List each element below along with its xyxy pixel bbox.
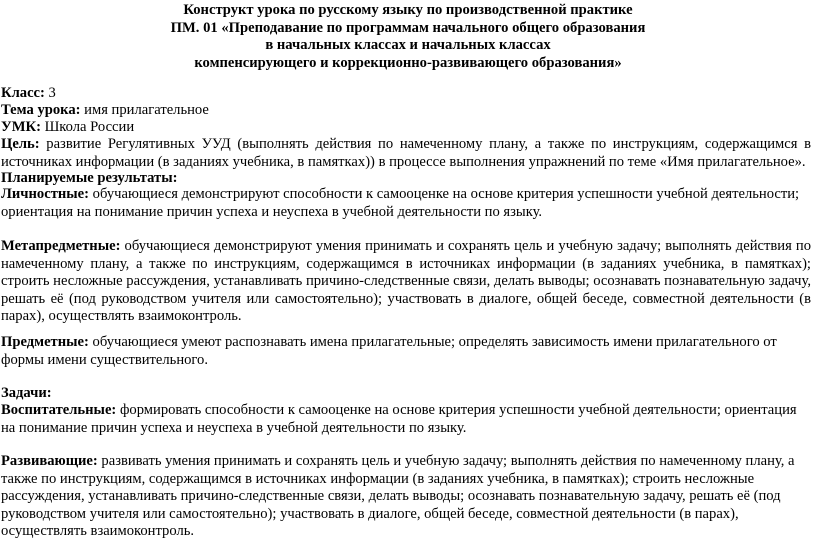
- umk-line: [1, 119, 811, 137]
- subject-value: обучающиеся умеют распознавать имена прилагательные; определять зависимость имени прилагательного от формы имени существительного.: [1, 334, 777, 368]
- results-heading: [1, 170, 811, 188]
- umk-label: УМК:: [1, 119, 41, 135]
- developing-tasks-paragraph: [1, 453, 811, 541]
- document-title: [0, 2, 816, 72]
- class-label: Класс:: [1, 85, 45, 101]
- topic-line: [1, 102, 811, 120]
- topic-value: имя прилагательное: [80, 102, 209, 118]
- class-line: [1, 85, 811, 103]
- developing-label: Развивающие:: [1, 453, 98, 469]
- title-line-2: ПМ. 01 «Преподавание по программам начального общего образования: [170, 19, 646, 36]
- meta-label: Метапредметные:: [1, 238, 121, 254]
- class-value: 3: [44, 85, 56, 101]
- educational-value: формировать способности к самооценке на основе критерия успешности учебной деятельности; ориентация на понимание причин успеха и неуспеха в учебной деятельности по языку.: [1, 402, 797, 436]
- topic-label: Тема урока:: [1, 102, 81, 118]
- goal-paragraph: [1, 136, 811, 171]
- title-line-3: в начальных классах и начальных классах: [265, 37, 551, 54]
- results-heading-text: Планируемые результаты:: [1, 170, 178, 186]
- title-line-1: Конструкт урока по русскому языку по производственной практике: [183, 2, 633, 18]
- meta-value: обучающиеся демонстрируют умения принимать и сохранять цель и учебную задачу; выполнять действия по намеченному плану, а также по инструкциям, содержащимся в источниках информации (в заданиях учебника, в памятках); строить несложные рассуждения, устанавливать причино-следственные связи, делать выводы; осознавать познавательную задачу, решать её (под руководством учителя или самостоятельно); участвовать в диалоге, общей беседе, совместной деятельности (в парах), осуществлять взаимоконтроль.: [1, 238, 811, 325]
- meta-results-paragraph: [1, 238, 811, 326]
- subject-results-paragraph: [1, 334, 811, 369]
- educational-label: Воспитательные:: [1, 402, 117, 418]
- personal-results-paragraph: [1, 186, 811, 221]
- tasks-heading-text: Задачи:: [1, 385, 52, 401]
- educational-tasks-paragraph: [1, 402, 811, 437]
- personal-label: Личностные:: [1, 186, 90, 202]
- tasks-heading: [1, 385, 811, 403]
- umk-value: Школа России: [40, 119, 135, 135]
- goal-label: Цель:: [1, 136, 40, 152]
- developing-value: развивать умения принимать и сохранять цель и учебную задачу; выполнять действия по намеченному плану, а также по инструкциям, содержащимся в источниках информации (в заданиях учебника, в памятках); строить несложные рассуждения, устанавливать причино-следственные связи, делать выводы; осознавать познавательную задачу, решать её (под руководством учителя или самостоятельно); участвовать в диалоге, общей беседе, совместной деятельности (в парах), осуществлять взаимоконтроль.: [1, 453, 795, 540]
- personal-value: обучающиеся демонстрируют способности к самооценке на основе критерия успешности учебной деятельности; ориентация на понимание причин успеха и неуспеха в учебной деятельности по языку.: [1, 186, 800, 220]
- title-line-4: компенсирующего и коррекционно-развивающего образования»: [194, 54, 622, 71]
- goal-value: развитие Регулятивных УУД (выполнять действия по намеченному плану, а также по инструкциям, содержащимся в источниках информации (в заданиях учебника, в памятках)) в процессе выполнения упражнений по теме «Имя прилагательное».: [1, 136, 811, 170]
- subject-label: Предметные:: [1, 334, 89, 350]
